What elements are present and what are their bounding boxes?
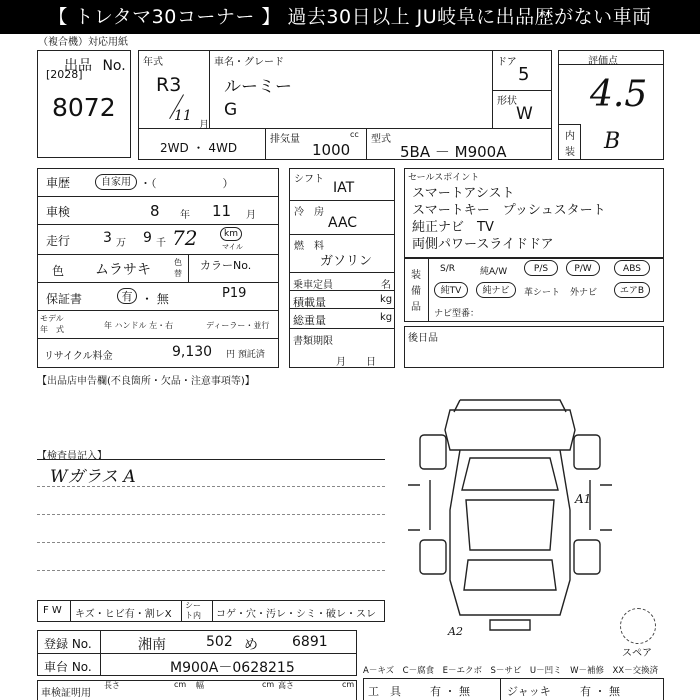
history-rest: ・（ ） xyxy=(140,177,234,190)
sub-caption: （複合機）対応用紙 xyxy=(38,37,128,48)
equip-ext-navi: 外ナビ xyxy=(570,288,598,298)
cert-height: 高さ xyxy=(278,681,294,690)
banner: 【 トレタマ30コーナー 】 過去30日以上 JU岐阜に出品歴がない車両 xyxy=(0,0,700,34)
equip-label-c: 品 xyxy=(411,302,421,313)
registration-label: 登録 No. xyxy=(44,637,92,651)
sales-line-2: スマートキー プッシュスタート xyxy=(412,203,606,218)
capacity-unit: 名 xyxy=(381,280,391,291)
cert-height-unit: cm xyxy=(342,680,355,689)
mileage-km: km xyxy=(220,227,242,241)
fuel-label: 燃 料 xyxy=(294,241,324,252)
type-label: 型式 xyxy=(371,134,391,145)
interior-label-a: 内 xyxy=(565,131,575,142)
load-label: 積載量 xyxy=(293,296,326,309)
mark-a1: A1 xyxy=(575,492,592,506)
equip-pw: P/W xyxy=(566,260,600,276)
interior-label-b: 装 xyxy=(565,147,575,158)
model-grade: G xyxy=(224,100,238,120)
mileage-man-unit: 万 xyxy=(116,238,126,249)
inspector-label: 【検査員記入】 xyxy=(37,451,107,462)
equip-navi: 純ナビ xyxy=(476,282,516,298)
sales-line-3: 純正ナビ TV xyxy=(412,220,494,235)
drive-value: 2WD ・ 4WD xyxy=(160,141,238,155)
lot-label-a: 出品 xyxy=(64,58,92,74)
registration-class: 502 xyxy=(206,634,233,650)
recorded-later xyxy=(404,326,664,368)
recycle-label: リサイクル料金 xyxy=(44,351,113,362)
equip-tv: 純TV xyxy=(434,282,468,298)
displacement-label: 排気量 xyxy=(270,134,300,145)
displacement-value: 1000 xyxy=(312,141,351,159)
equip-abs: ABS xyxy=(614,260,650,276)
seller-note: 【出品店申告欄(不良箇所・欠品・注意事項等)】 xyxy=(37,376,255,387)
mileage-label: 走行 xyxy=(46,234,71,248)
aircon-value: AAC xyxy=(328,215,358,231)
import-c: ディーラー・並行 xyxy=(206,321,270,330)
color-number-label: カラーNo. xyxy=(200,259,252,272)
equip-sr: S/R xyxy=(440,264,455,274)
fw-label: F W xyxy=(43,605,62,616)
import-prefix-a: モデル xyxy=(40,314,64,323)
history-label: 車歴 xyxy=(46,176,71,190)
sales-line-4: 両側パワースライドドア xyxy=(412,237,554,252)
equip-label-b: 備 xyxy=(411,286,421,297)
shift-label: シフト xyxy=(294,174,324,185)
score-value: 4.5 xyxy=(590,74,648,115)
import-prefix-b: 年 式 xyxy=(40,325,64,334)
recycle-value: 9,130 xyxy=(172,344,213,360)
year-month: 11 xyxy=(174,108,192,124)
equip-ps: P/S xyxy=(524,260,558,276)
equip-navi-model: ナビ型番： xyxy=(434,309,480,319)
history-circled: 自家用 xyxy=(95,174,137,190)
cert-width-unit: cm xyxy=(262,680,275,689)
mileage-sen: 9 xyxy=(143,230,152,246)
spare-label: スペア xyxy=(622,648,652,659)
import-b: 年 ハンドル 左・右 xyxy=(104,321,174,330)
spare-tire xyxy=(620,608,656,644)
color-number: P19 xyxy=(222,286,247,301)
year-label: 年式 xyxy=(143,57,163,68)
damage-legend: A－キズ C－腐食 E－エクボ S－サビ U－凹ミ W－補修 XX－交換済 xyxy=(363,666,659,676)
mark-a2: A2 xyxy=(448,625,463,638)
color-value: ムラサキ xyxy=(95,262,151,278)
capacity-label: 乗車定員 xyxy=(293,280,333,291)
cert-label: 車検証明用 xyxy=(41,688,91,699)
warranty-label: 保証書 xyxy=(46,292,83,306)
lot-number: 8072 xyxy=(52,93,116,122)
mileage-hand: 72 xyxy=(172,226,198,250)
fw-text: キズ・ヒビ有・割レX xyxy=(75,609,172,620)
load-unit: kg xyxy=(380,294,393,305)
tools-label: 工 具 xyxy=(368,685,401,698)
seat-label-a: シー xyxy=(185,601,201,610)
jack-label: ジャッキ xyxy=(507,685,551,698)
inspector-note: Wガラス A xyxy=(50,467,136,487)
weight-label: 総重量 xyxy=(293,314,326,327)
shift-value: IAT xyxy=(333,180,355,196)
color-change-a: 色 xyxy=(174,258,182,267)
inspection-month: 11 xyxy=(212,202,232,220)
recycle-unit: 円 預託済 xyxy=(226,350,265,360)
doc-period-label: 書類期限 xyxy=(293,336,333,347)
score-label: 評価点 xyxy=(588,56,618,67)
color-label: 色 xyxy=(52,264,65,278)
aircon-label: 冷 房 xyxy=(294,207,324,218)
sales-line-1: スマートアシスト xyxy=(412,186,515,201)
mileage-sen-unit: 千 xyxy=(156,238,166,249)
color-change-b: 替 xyxy=(174,269,182,278)
registration-kana: め xyxy=(244,637,258,653)
doc-period-unit: 月 日 xyxy=(336,357,376,368)
equip-aw: 純A/W xyxy=(480,267,508,277)
car-diagram xyxy=(400,390,620,640)
registration-number: 6891 xyxy=(292,634,328,650)
inspection-year-unit: 年 xyxy=(180,210,190,221)
doors-label: ドア xyxy=(497,57,517,68)
mileage-man: 3 xyxy=(103,230,112,246)
fuel-value: ガソリン xyxy=(320,254,373,269)
lot-code: [2028] xyxy=(46,68,83,81)
weight-unit: kg xyxy=(380,312,393,323)
equip-label-a: 装 xyxy=(411,270,421,281)
warranty-circled: 有 xyxy=(117,288,137,304)
model-label: 車名・グレード xyxy=(214,57,284,68)
interior-value: B xyxy=(604,129,621,154)
year-month-unit: 月 xyxy=(199,120,209,131)
inspection-month-unit: 月 xyxy=(246,210,256,221)
type-value: 5BA － M900A xyxy=(400,143,507,161)
inspection-label: 車検 xyxy=(46,205,71,219)
registration-region: 湘南 xyxy=(138,637,166,653)
year-era: R3 xyxy=(156,74,182,96)
sales-label: セールスポイント xyxy=(408,173,480,183)
jack-value: 有 ・ 無 xyxy=(580,685,620,698)
cert-width: 幅 xyxy=(196,681,204,690)
shape-label: 形状 xyxy=(497,96,517,107)
lot-label-b: No. xyxy=(102,58,126,74)
displacement-unit: cc xyxy=(350,130,359,139)
seat-text: コゲ・穴・汚レ・シミ・破レ・スレ xyxy=(216,609,376,620)
doors-value: 5 xyxy=(518,64,530,85)
chassis-value: M900A－0628215 xyxy=(170,660,295,676)
equip-airbag: エアB xyxy=(614,282,650,298)
model-name: ルーミー xyxy=(224,77,292,97)
lot-box xyxy=(37,50,131,158)
cert-length-unit: cm xyxy=(174,680,187,689)
equip-leather: 革シート xyxy=(524,288,561,298)
chassis-label: 車台 No. xyxy=(44,660,92,674)
shape-value: W xyxy=(516,104,533,124)
seat-label-b: ト内 xyxy=(185,611,201,620)
warranty-rest: ・ 無 xyxy=(141,292,169,306)
tools-value: 有 ・ 無 xyxy=(430,685,470,698)
recorded-label: 後日品 xyxy=(408,333,438,344)
mileage-mile: マイル xyxy=(222,243,243,251)
cert-length: 長さ xyxy=(104,681,120,690)
inspection-year: 8 xyxy=(150,202,160,220)
